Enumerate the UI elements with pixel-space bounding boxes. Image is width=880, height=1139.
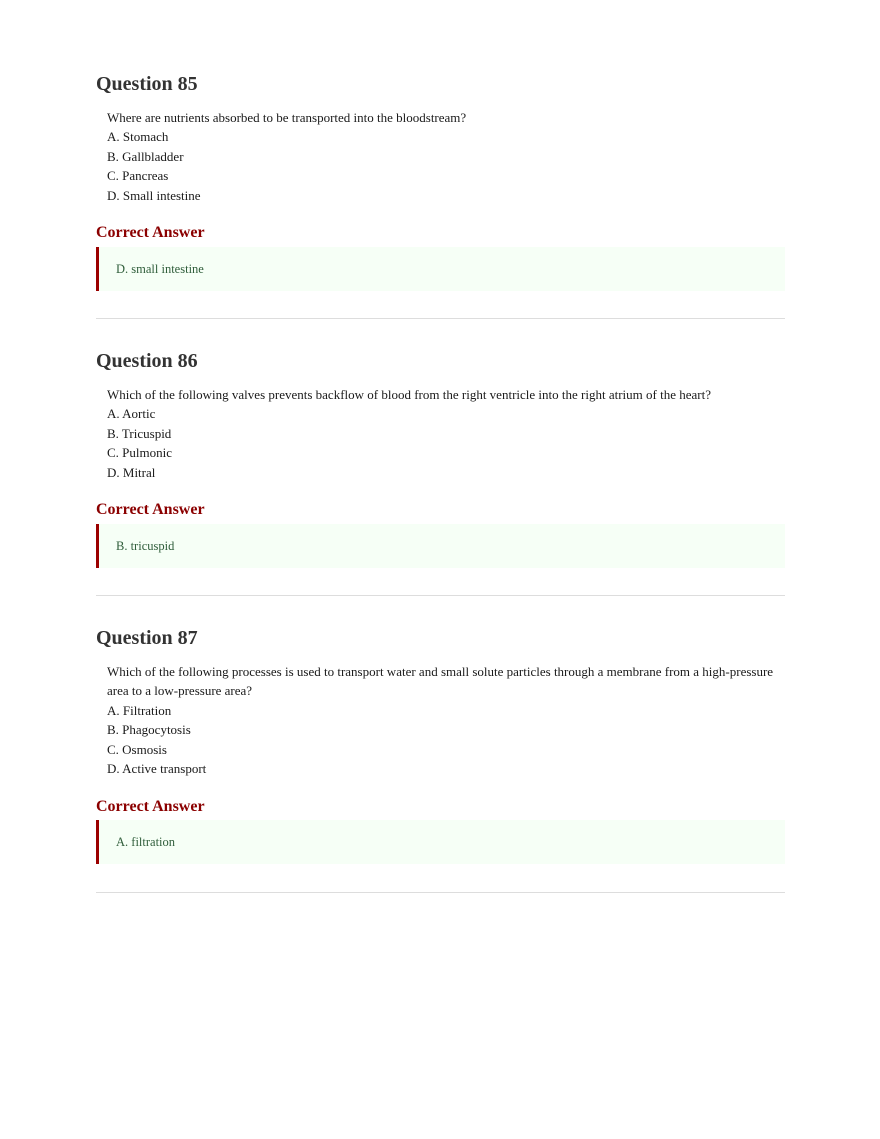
question-body bbox=[107, 385, 777, 482]
correct-answer-box bbox=[96, 820, 785, 864]
divider bbox=[96, 595, 785, 596]
option-a: A. Aortic bbox=[107, 406, 156, 422]
divider bbox=[96, 318, 785, 319]
question-title: Question 85 bbox=[96, 73, 198, 95]
question-text: Which of the following valves prevents backflow of blood from the right ventricle into the right atrium of the heart? bbox=[107, 387, 711, 402]
question-text: Which of the following processes is used to transport water and small solute particles through a membrane from a high-pressure area to a low-pressure area? bbox=[107, 664, 774, 699]
option-b: B. Tricuspid bbox=[107, 425, 172, 441]
option-c: C. Pancreas bbox=[107, 168, 169, 184]
option-b: B. Phagocytosis bbox=[107, 722, 191, 738]
option-d: D. Mitral bbox=[107, 464, 156, 480]
correct-answer-text: A. filtration bbox=[116, 835, 176, 849]
option-d: D. Small intestine bbox=[107, 187, 201, 203]
correct-answer-box bbox=[96, 247, 785, 291]
question-title: Question 86 bbox=[96, 350, 198, 372]
correct-answer-text: B. tricuspid bbox=[116, 539, 175, 553]
option-c: C. Pulmonic bbox=[107, 445, 173, 461]
question-text: Where are nutrients absorbed to be transported into the bloodstream? bbox=[107, 110, 467, 125]
divider bbox=[96, 892, 785, 893]
option-d: D. Active transport bbox=[107, 761, 207, 777]
correct-answer-heading: Correct Answer bbox=[96, 501, 205, 518]
question-title: Question 87 bbox=[96, 627, 198, 649]
option-c: C. Osmosis bbox=[107, 741, 167, 757]
option-a: A. Filtration bbox=[107, 702, 172, 718]
correct-answer-heading: Correct Answer bbox=[96, 798, 205, 815]
question-body bbox=[107, 108, 777, 205]
correct-answer-text: D. small intestine bbox=[116, 262, 204, 276]
option-b: B. Gallbladder bbox=[107, 148, 184, 164]
option-a: A. Stomach bbox=[107, 129, 169, 145]
correct-answer-box bbox=[96, 524, 785, 568]
question-body bbox=[107, 662, 777, 778]
correct-answer-heading: Correct Answer bbox=[96, 224, 205, 241]
